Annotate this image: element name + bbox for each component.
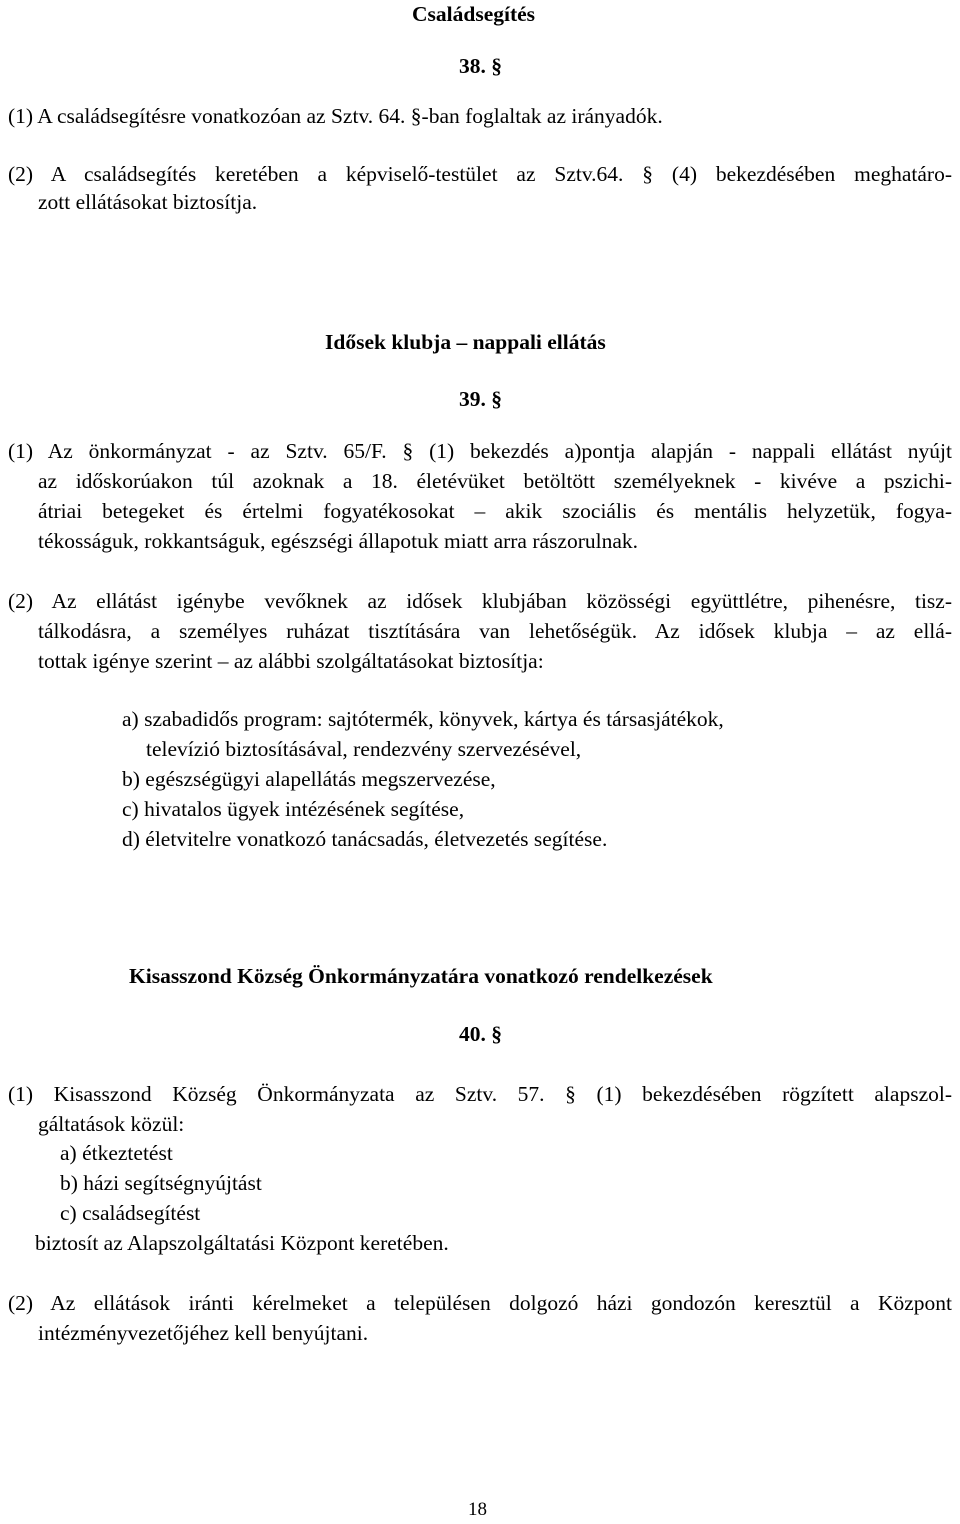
paragraph-40-1-line-2: gáltatások közül: [38,1112,185,1136]
list-item: d) életvitelre vonatkozó tanácsadás, életvezetés segítése. [122,827,608,851]
list-item: c) hivatalos ügyek intézésének segítése, [122,797,465,821]
section-number-39: 39. § [459,387,502,411]
list-item: c) családsegítést [60,1201,201,1225]
paragraph-40-1-line-1: (1) Kisasszond Község Önkormányzata az Sztv. 57. § (1) bekezdésében rögzített alapszol- [8,1082,952,1106]
paragraph-39-1-line-2: az időskorúakon túl azoknak a 18. életévüket betöltött személyeknek - kivéve a pszichi- [38,469,952,493]
paragraph-40-2-line-1: (2) Az ellátások iránti kérelmeket a településen dolgozó házi gondozón keresztül a Központ [8,1291,952,1315]
paragraph-39-1-line-4: tékosságuk, rokkantságuk, egészségi állapotuk miatt arra rászorulnak. [38,529,639,553]
paragraph-40-1-end: biztosít az Alapszolgáltatási Központ keretében. [35,1231,449,1255]
list-item: a) étkeztetést [60,1141,173,1165]
section-number-40: 40. § [459,1022,502,1046]
list-item: b) házi segítségnyújtást [60,1171,262,1195]
section-title-kisasszond: Kisasszond Község Önkormányzatára vonatkozó rendelkezések [129,964,713,988]
list-item: televízió biztosításával, rendezvény szervezésével, [146,737,582,761]
paragraph-40-2-line-2: intézményvezetőjéhez kell benyújtani. [38,1321,369,1345]
paragraph-38-1: (1) A családsegítésre vonatkozóan az Sztv. 64. §-ban foglaltak az irányadók. [8,104,663,128]
paragraph-38-2-line-1: (2) A családsegítés keretében a képviselő-testület az Sztv.64. § (4) bekezdésében meghatáro- [8,162,952,186]
section-title-csaladsegites: Családsegítés [412,2,536,26]
paragraph-39-2-line-1: (2) Az ellátást igénybe vevőknek az idősek klubjában közösségi együttlétre, pihenésre, tisz- [8,589,952,613]
list-item: b) egészségügyi alapellátás megszervezése, [122,767,496,791]
paragraph-39-1-line-1: (1) Az önkormányzat - az Sztv. 65/F. § (1) bekezdés a)pontja alapján - nappali ellátást nyújt [8,439,952,463]
paragraph-39-2-line-3: tottak igénye szerint – az alábbi szolgáltatásokat biztosítja: [38,649,544,673]
list-item: a) szabadidős program: sajtótermék, könyvek, kártya és társasjátékok, [122,707,724,731]
paragraph-39-1-line-3: átriai betegeket és értelmi fogyatékosokat – akik szociális és mentális helyzetük, fogya- [38,499,952,523]
section-number-38: 38. § [459,54,502,78]
paragraph-38-2-line-2: zott ellátásokat biztosítja. [38,190,258,214]
page-number: 18 [468,1499,487,1520]
paragraph-39-2-line-2: tálkodásra, a személyes ruházat tisztítására van lehetőségük. Az idősek klubja – az ellá- [38,619,952,643]
section-title-idosek-klubja: Idősek klubja – nappali ellátás [325,330,606,354]
